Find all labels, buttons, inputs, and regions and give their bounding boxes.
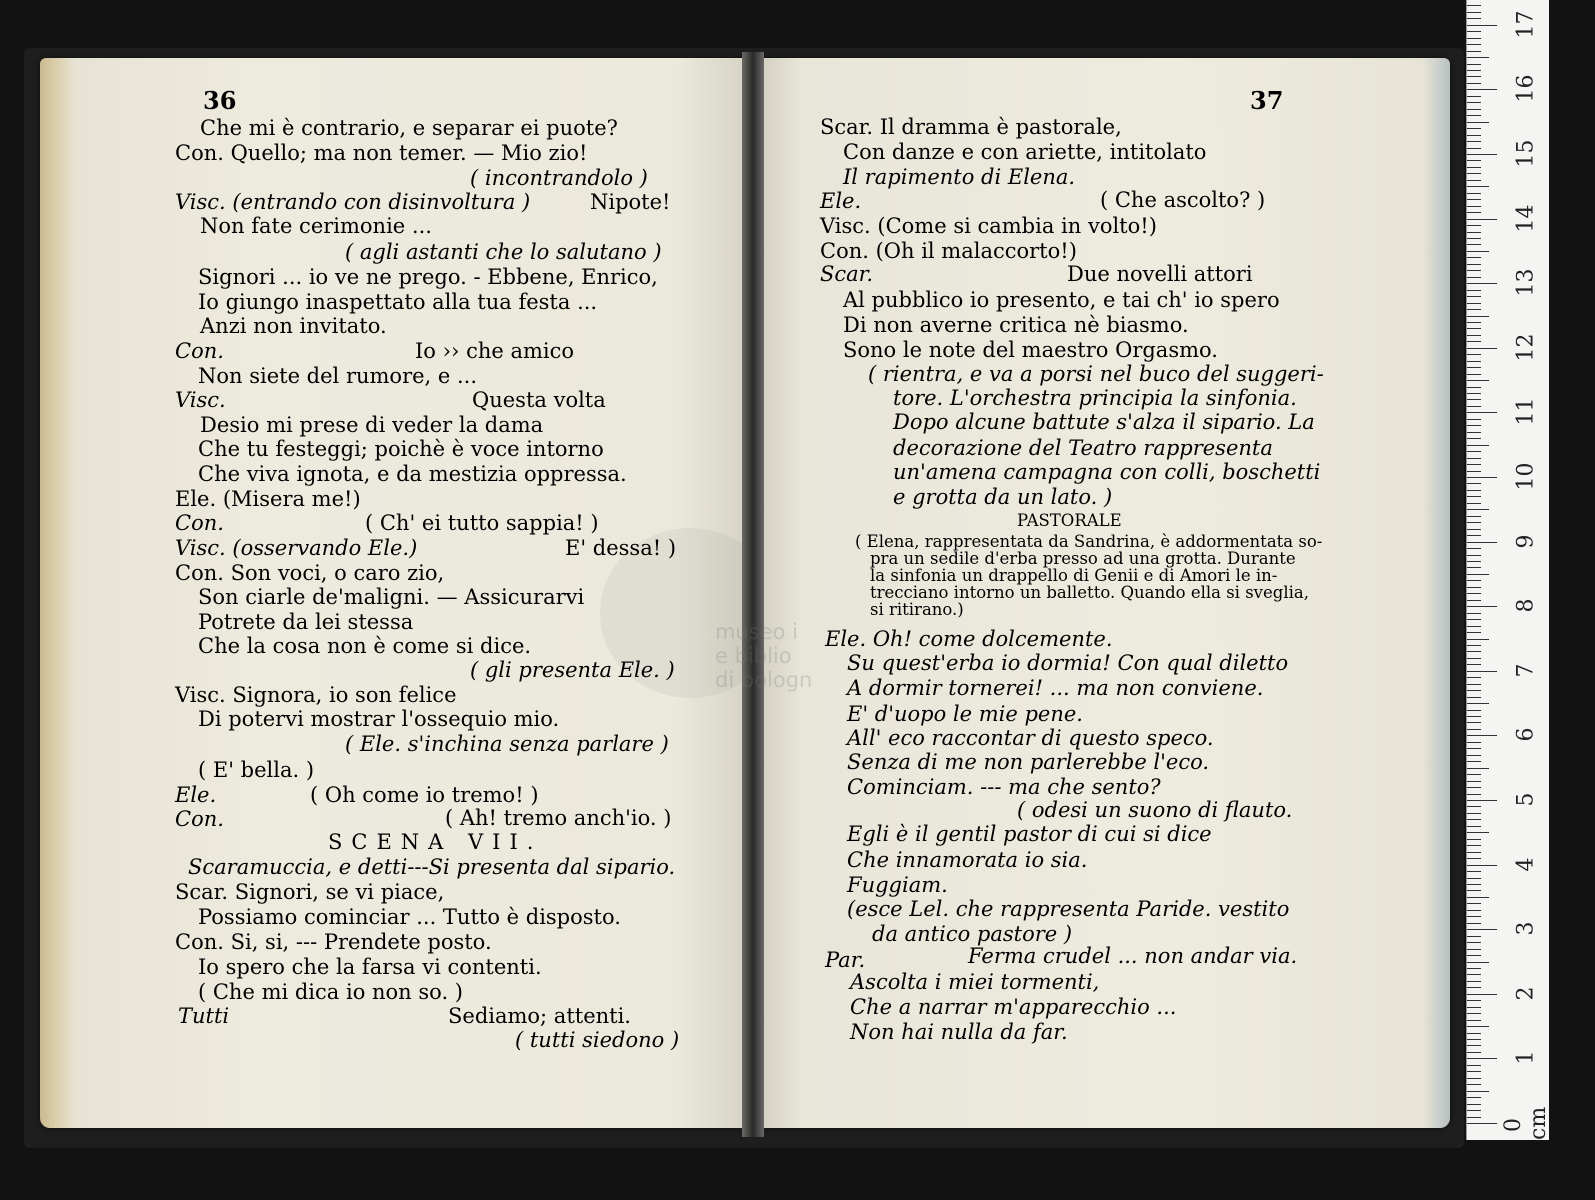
ruler-tick <box>1467 529 1481 530</box>
ruler-tick <box>1467 387 1481 388</box>
ruler-tick <box>1467 1058 1497 1059</box>
left-page-line: Non fate cerimonie ... <box>200 214 432 238</box>
left-page-line: Con. <box>175 339 224 363</box>
ruler-tick <box>1467 516 1481 517</box>
left-page-line: ( gli presenta Ele. ) <box>470 658 675 682</box>
measurement-ruler <box>1466 0 1549 1140</box>
ruler-tick <box>1467 290 1481 291</box>
ruler-tick <box>1467 619 1481 620</box>
ruler-tick <box>1467 722 1481 723</box>
right-page-line: Al pubblico io presento, e tai ch' io spero <box>843 288 1280 312</box>
ruler-tick <box>1467 1033 1481 1034</box>
left-page-line: Son ciarle de'maligni. — Assicurarvi <box>198 585 585 609</box>
ruler-tick <box>1467 154 1497 155</box>
ruler-tick <box>1467 942 1481 943</box>
left-page-line: Visc. (osservando Ele.) <box>175 536 418 560</box>
ruler-tick <box>1467 832 1489 833</box>
ruler-number: 9 <box>1513 534 1539 549</box>
ruler-tick <box>1467 296 1481 297</box>
ruler-tick <box>1467 341 1481 342</box>
right-page-line: ( odesi un suono di flauto. <box>1017 798 1293 822</box>
right-page-line: PASTORALE <box>1017 511 1122 530</box>
ruler-tick <box>1467 477 1497 478</box>
ruler-tick <box>1467 471 1481 472</box>
left-page-line: Possiamo cominciar ... Tutto è disposto. <box>198 905 621 929</box>
ruler-tick <box>1467 535 1481 536</box>
ruler-tick <box>1467 987 1481 988</box>
left-page-line: ( Oh come io tremo! ) <box>310 783 539 807</box>
ruler-tick <box>1467 761 1481 762</box>
left-page-line: ( E' bella. ) <box>198 758 315 782</box>
ruler-tick <box>1467 141 1481 142</box>
ruler-number: 3 <box>1513 921 1539 936</box>
ruler-tick <box>1467 587 1481 588</box>
left-page-line: Con. <box>175 807 224 831</box>
ruler-tick <box>1467 12 1481 13</box>
ruler-tick <box>1467 1052 1481 1053</box>
left-page-line: Sediamo; attenti. <box>448 1004 631 1028</box>
left-page-line: Questa volta <box>472 388 606 412</box>
ruler-tick <box>1467 109 1481 110</box>
right-page-line: ( rientra, e va a porsi nel buco del suggeri- <box>868 362 1324 386</box>
ruler-tick <box>1467 955 1481 956</box>
left-page-line: Nipote! <box>590 190 671 214</box>
left-page-line: Che viva ignota, e da mestizia oppressa. <box>198 462 627 486</box>
ruler-tick <box>1467 1091 1489 1092</box>
left-page-line: ( Ele. s'inchina senza parlare ) <box>345 732 669 756</box>
ruler-tick <box>1467 303 1481 304</box>
right-page-line: Sono le note del maestro Orgasmo. <box>843 338 1218 362</box>
right-page-line: Ascolta i miei tormenti, <box>850 970 1100 994</box>
ruler-number: 13 <box>1513 268 1539 297</box>
ruler-tick <box>1467 632 1481 633</box>
ruler-tick <box>1467 51 1481 52</box>
ruler-tick <box>1467 697 1481 698</box>
ruler-tick <box>1467 160 1481 161</box>
ruler-tick <box>1467 949 1481 950</box>
left-page-line: ( tutti siedono ) <box>515 1028 680 1052</box>
watermark-line: e biblio <box>715 644 792 668</box>
ruler-tick <box>1467 438 1481 439</box>
ruler-tick <box>1467 729 1481 730</box>
ruler-tick <box>1467 167 1481 168</box>
ruler-tick <box>1467 180 1481 181</box>
ruler-tick <box>1467 897 1489 898</box>
ruler-tick <box>1467 374 1481 375</box>
ruler-number: 2 <box>1513 986 1539 1001</box>
right-page-line: ( Elena, rappresentata da Sandrina, è addormentata so- <box>855 532 1323 551</box>
ruler-number: 16 <box>1513 74 1539 103</box>
left-page-line: ( Che mi dica io non so. ) <box>198 980 463 1004</box>
ruler-tick <box>1467 1020 1481 1021</box>
ruler-tick <box>1467 813 1481 814</box>
ruler-tick <box>1467 645 1481 646</box>
ruler-tick <box>1467 826 1481 827</box>
ruler-tick <box>1467 639 1489 640</box>
right-page-line: Il rapimento di Elena. <box>843 165 1076 189</box>
right-page-line: Par. <box>825 948 866 972</box>
ruler-tick <box>1467 251 1489 252</box>
right-page-line: Ele. <box>820 189 862 213</box>
right-page-line: Che a narrar m'apparecchio ... <box>850 995 1177 1019</box>
ruler-tick <box>1467 354 1481 355</box>
left-page-line: Con. Son voci, o caro zio, <box>175 561 445 585</box>
ruler-tick <box>1467 710 1481 711</box>
ruler-tick <box>1467 277 1481 278</box>
ruler-tick <box>1467 974 1481 975</box>
ruler-tick <box>1467 819 1481 820</box>
ruler-tick <box>1467 38 1481 39</box>
ruler-tick <box>1467 5 1481 6</box>
ruler-number: 8 <box>1513 598 1539 613</box>
ruler-tick <box>1467 128 1481 129</box>
ruler-tick <box>1467 613 1481 614</box>
ruler-number: 1 <box>1513 1050 1539 1065</box>
ruler-tick <box>1467 348 1497 349</box>
ruler-tick <box>1467 406 1481 407</box>
ruler-tick <box>1467 839 1481 840</box>
ruler-tick <box>1467 44 1481 45</box>
left-page-line: Visc. Signora, io son felice <box>175 683 457 707</box>
ruler-tick <box>1467 962 1489 963</box>
ruler-tick <box>1467 542 1497 543</box>
ruler-tick <box>1467 83 1481 84</box>
ruler-number: 7 <box>1513 663 1539 678</box>
right-page-line: All' eco raccontar di questo speco. <box>847 726 1214 750</box>
left-page-line: Che mi è contrario, e separar ei puote? <box>200 116 618 140</box>
right-page-line: da antico pastore ) <box>872 922 1073 946</box>
left-page-line: Ele. <box>175 783 217 807</box>
page-number-left: 36 <box>203 86 237 115</box>
ruler-tick <box>1467 96 1481 97</box>
left-page-line: Io ›› che amico <box>415 339 575 363</box>
ruler-tick <box>1467 878 1481 879</box>
ruler-tick <box>1467 451 1481 452</box>
ruler-number: 4 <box>1513 857 1539 872</box>
ruler-tick <box>1467 845 1481 846</box>
right-page-line: Con danze e con ariette, intitolato <box>843 140 1207 164</box>
left-page-line: Desio mi prese di veder la dama <box>200 413 544 437</box>
ruler-tick <box>1467 257 1481 258</box>
right-page-line: Due novelli attori <box>1067 262 1253 286</box>
ruler-tick <box>1467 232 1481 233</box>
ruler-tick <box>1467 626 1481 627</box>
ruler-tick <box>1467 1045 1481 1046</box>
ruler-tick <box>1467 1117 1481 1118</box>
ruler-tick <box>1467 871 1481 872</box>
left-page-line: Visc. (entrando con disinvoltura ) <box>175 190 531 214</box>
ruler-tick <box>1467 1097 1481 1098</box>
ruler-number: 14 <box>1513 204 1539 233</box>
ruler-tick <box>1467 806 1481 807</box>
ruler-tick <box>1467 115 1481 116</box>
ruler-tick <box>1467 419 1481 420</box>
ruler-tick <box>1467 968 1481 969</box>
ruler-tick <box>1467 1104 1481 1105</box>
ruler-tick <box>1467 186 1489 187</box>
ruler-tick <box>1467 742 1481 743</box>
right-page-line: la sinfonia un drappello di Genii e di Amori le in- <box>870 566 1278 585</box>
ruler-number: 5 <box>1513 792 1539 807</box>
ruler-tick <box>1467 574 1489 575</box>
ruler-tick <box>1467 31 1481 32</box>
page-number-right: 37 <box>1250 86 1284 115</box>
ruler-tick <box>1467 193 1481 194</box>
ruler-tick <box>1467 432 1481 433</box>
left-page-line: Che tu festeggi; poichè è voce intorno <box>198 437 604 461</box>
ruler-tick <box>1467 316 1489 317</box>
ruler-tick <box>1467 361 1481 362</box>
left-page-line: Di potervi mostrar l'ossequio mio. <box>198 707 560 731</box>
ruler-tick <box>1467 768 1489 769</box>
right-page-line: Con. (Oh il malaccorto!) <box>820 239 1077 263</box>
right-page-line: Scar. <box>820 262 874 286</box>
ruler-tick <box>1467 794 1481 795</box>
ruler-tick <box>1467 25 1497 26</box>
right-page-line: Scar. Il dramma è pastorale, <box>820 115 1122 139</box>
ruler-tick <box>1467 425 1481 426</box>
ruler-tick <box>1467 664 1481 665</box>
ruler-tick <box>1467 580 1481 581</box>
ruler-tick <box>1467 684 1481 685</box>
left-page-line: ( incontrandolo ) <box>470 166 648 190</box>
ruler-tick <box>1467 703 1489 704</box>
ruler-tick <box>1467 328 1481 329</box>
ruler-tick <box>1467 651 1481 652</box>
ruler-tick <box>1467 1084 1481 1085</box>
right-page-line: trecciano intorno un balletto. Quando ella si sveglia, <box>870 583 1309 602</box>
ruler-tick <box>1467 393 1481 394</box>
right-page-line: Su quest'erba io dormia! Con qual diletto <box>847 651 1289 675</box>
ruler-tick <box>1467 787 1481 788</box>
ruler-tick <box>1467 936 1481 937</box>
left-page-line: SCENA VII. <box>328 830 543 854</box>
ruler-tick <box>1467 380 1489 381</box>
ruler-tick <box>1467 122 1489 123</box>
ruler-tick <box>1467 270 1481 271</box>
right-page-line: Non hai nulla da far. <box>850 1020 1068 1044</box>
ruler-tick <box>1467 322 1481 323</box>
watermark-line: museo i <box>715 620 798 644</box>
ruler-tick <box>1467 64 1481 65</box>
left-page-line: ( Ch' ei tutto sappia! ) <box>365 511 599 535</box>
ruler-tick <box>1467 490 1481 491</box>
ruler-tick <box>1467 522 1481 523</box>
ruler-tick <box>1467 238 1481 239</box>
ruler-tick <box>1467 102 1481 103</box>
right-page-line: A dormir tornerei! ... ma non conviene. <box>847 676 1264 700</box>
left-page-line: Tutti <box>178 1004 230 1028</box>
ruler-tick <box>1467 148 1481 149</box>
ruler-tick <box>1467 135 1481 136</box>
ruler-tick <box>1467 671 1497 672</box>
ruler-number: 11 <box>1513 397 1539 426</box>
ruler-tick <box>1467 593 1481 594</box>
ruler-tick <box>1467 561 1481 562</box>
ruler-tick <box>1467 858 1481 859</box>
ruler-number: 17 <box>1513 10 1539 39</box>
ruler-tick <box>1467 76 1481 77</box>
ruler-tick <box>1467 1013 1481 1014</box>
ruler-tick <box>1467 309 1481 310</box>
watermark-line: di bologn <box>715 668 813 692</box>
right-page-line: un'amena campagna con colli, boschetti <box>893 460 1321 484</box>
right-page-line: Che innamorata io sia. <box>847 848 1088 872</box>
ruler-tick <box>1467 335 1481 336</box>
left-page-line: ( agli astanti che lo salutano ) <box>345 240 662 264</box>
ruler-tick <box>1467 884 1481 885</box>
right-page-line: pra un sedile d'erba presso ad una grotta. Durante <box>870 549 1296 568</box>
ruler-tick <box>1467 173 1481 174</box>
left-page-line: Che la cosa non è come si dice. <box>198 634 532 658</box>
ruler-tick <box>1467 1110 1481 1111</box>
ruler-tick <box>1467 445 1489 446</box>
ruler-tick <box>1467 716 1481 717</box>
ruler-tick <box>1467 923 1481 924</box>
left-page-line: Ele. (Misera me!) <box>175 487 361 511</box>
ruler-tick <box>1467 677 1481 678</box>
ruler-tick <box>1467 606 1497 607</box>
ruler-tick <box>1467 1000 1481 1001</box>
left-page-line: Io spero che la farsa vi contenti. <box>198 955 542 979</box>
ruler-tick <box>1467 225 1481 226</box>
ruler-tick <box>1467 206 1481 207</box>
ruler-tick <box>1467 548 1481 549</box>
ruler-tick <box>1467 916 1481 917</box>
right-page-line: ( Che ascolto? ) <box>1100 188 1266 212</box>
ruler-tick <box>1467 800 1497 801</box>
ruler-number: 10 <box>1513 462 1539 491</box>
right-page-line: Dopo alcune battute s'alza il sipario. La <box>893 410 1315 434</box>
right-page-line: Fuggiam. <box>847 873 948 897</box>
ruler-tick <box>1467 748 1481 749</box>
ruler-tick <box>1467 1065 1481 1066</box>
ruler-tick <box>1467 367 1481 368</box>
right-page-line: si ritirano.) <box>870 600 964 619</box>
left-page-line: Con. Si, si, --- Prendete posto. <box>175 930 492 954</box>
ruler-tick <box>1467 658 1481 659</box>
ruler-tick <box>1467 890 1481 891</box>
ruler-tick <box>1467 1026 1489 1027</box>
ruler-tick <box>1467 1123 1497 1124</box>
right-page-line: tore. L'orchestra principia la sinfonia. <box>893 386 1297 410</box>
ruler-tick <box>1467 903 1481 904</box>
ruler-tick <box>1467 781 1481 782</box>
left-page-line: Con. Quello; ma non temer. — Mio zio! <box>175 141 588 165</box>
right-page-line: Cominciam. --- ma che sento? <box>847 775 1161 799</box>
ruler-tick <box>1467 496 1481 497</box>
right-page-line: decorazione del Teatro rappresenta <box>893 436 1273 460</box>
right-page-line: Ferma crudel ... non andar via. <box>968 944 1298 968</box>
ruler-tick <box>1467 690 1481 691</box>
ruler-tick <box>1467 1071 1481 1072</box>
ruler-tick <box>1467 18 1481 19</box>
ruler-tick <box>1467 199 1481 200</box>
ruler-tick <box>1467 555 1481 556</box>
right-page-line: Egli è il gentil pastor di cui si dice <box>847 822 1212 846</box>
ruler-tick <box>1467 483 1481 484</box>
ruler-tick <box>1467 755 1481 756</box>
ruler-tick <box>1467 244 1481 245</box>
ruler-number: 6 <box>1513 727 1539 742</box>
ruler-tick <box>1467 1007 1481 1008</box>
ruler-tick <box>1467 70 1481 71</box>
ruler-tick <box>1467 264 1481 265</box>
ruler-tick <box>1467 567 1481 568</box>
right-page-line: Senza di me non parlerebbe l'eco. <box>847 750 1210 774</box>
ruler-tick <box>1467 929 1497 930</box>
left-page-line: Con. <box>175 511 224 535</box>
left-page-line: ( Ah! tremo anch'io. ) <box>445 806 672 830</box>
ruler-tick <box>1467 212 1481 213</box>
right-page-line: e grotta da un lato. ) <box>893 485 1113 509</box>
right-page-line: (esce Lel. che rappresenta Paride. vestito <box>847 897 1290 921</box>
right-page-line: E' d'uopo le mie pene. <box>847 702 1083 726</box>
ruler-tick <box>1467 1078 1481 1079</box>
ruler-tick <box>1467 910 1481 911</box>
right-page-line: Visc. (Come si cambia in volto!) <box>820 214 1157 238</box>
ruler-tick <box>1467 852 1481 853</box>
ruler-tick <box>1467 464 1481 465</box>
ruler-tick <box>1467 774 1481 775</box>
left-page-line: E' dessa! ) <box>565 536 677 560</box>
ruler-tick <box>1467 503 1481 504</box>
left-page-line: Anzi non invitato. <box>200 314 387 338</box>
ruler-tick <box>1467 735 1497 736</box>
ruler-tick <box>1467 399 1481 400</box>
ruler-tick <box>1467 994 1497 995</box>
left-page-line: Scaramuccia, e detti---Si presenta dal sipario. <box>188 855 676 879</box>
ruler-tick <box>1467 1039 1481 1040</box>
ruler-unit-label: 0 cm <box>1501 1106 1551 1140</box>
ruler-tick <box>1467 89 1497 90</box>
ruler-number: 15 <box>1513 139 1539 168</box>
left-page-line: Signori ... io ve ne prego. - Ebbene, Enrico, <box>198 265 658 289</box>
ruler-number: 12 <box>1513 333 1539 362</box>
ruler-tick <box>1467 412 1497 413</box>
ruler-tick <box>1467 509 1489 510</box>
book-gutter <box>742 52 764 1137</box>
ruler-tick <box>1467 57 1489 58</box>
ruler-tick <box>1467 458 1481 459</box>
right-page-line: Ele. Oh! come dolcemente. <box>825 627 1113 651</box>
left-page-line: Scar. Signori, se vi piace, <box>175 880 445 904</box>
ruler-tick <box>1467 219 1497 220</box>
right-page-line: Di non averne critica nè biasmo. <box>843 313 1189 337</box>
left-page-line: Io giungo inaspettato alla tua festa ... <box>198 290 598 314</box>
left-page-line: Non siete del rumore, e ... <box>198 364 478 388</box>
left-page-line: Visc. <box>175 388 226 412</box>
watermark-text <box>715 620 835 692</box>
ruler-tick <box>1467 283 1497 284</box>
left-page-line: Potrete da lei stessa <box>198 610 414 634</box>
ruler-tick <box>1467 981 1481 982</box>
ruler-tick <box>1467 600 1481 601</box>
ruler-tick <box>1467 865 1497 866</box>
